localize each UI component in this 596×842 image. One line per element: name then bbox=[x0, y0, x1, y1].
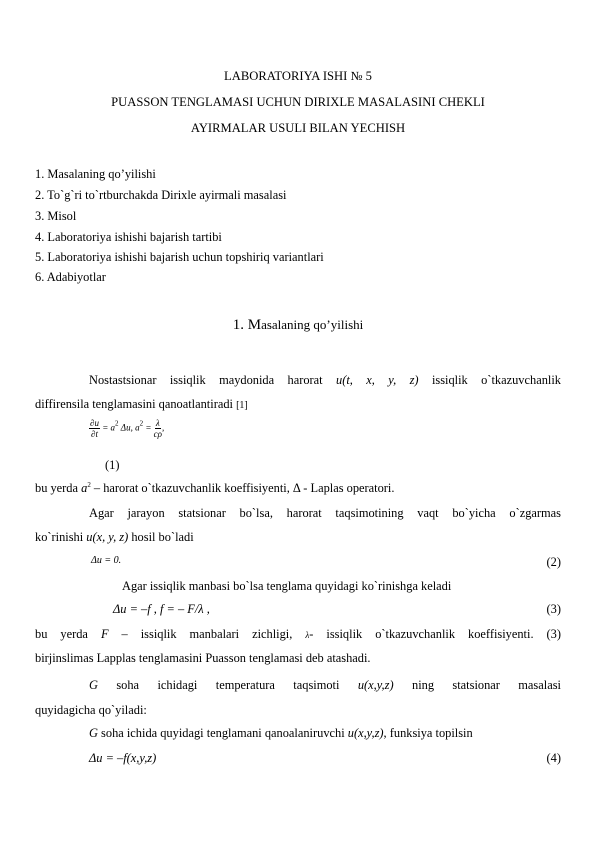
paragraph-line: Agar jarayon statsionar bo`lsa, harorat taqsimotining vaqt bo`yicha o`zgarmas bbox=[89, 506, 561, 520]
toc-item: 2. To`g`ri to`rtburchakda Dirixle ayirmali masalasi bbox=[35, 188, 287, 202]
section-title: asalaning qo’yilishi bbox=[261, 317, 364, 332]
toc-item: 3. Misol bbox=[35, 209, 77, 223]
equation-4: Δu = –f(x,y,z) bbox=[89, 751, 157, 765]
equation-number: (4) bbox=[546, 751, 561, 765]
eq-text: = a bbox=[102, 422, 116, 433]
paragraph-line bbox=[35, 397, 248, 412]
paragraph-line bbox=[89, 678, 561, 693]
text: issiqlik o`tkazuvchanlik bbox=[418, 373, 561, 387]
text-var: u(x,y,z) bbox=[347, 726, 384, 740]
equation-number: (3) bbox=[546, 602, 561, 616]
text: Nostastsionar issiqlik maydonida harorat bbox=[89, 373, 337, 387]
toc-item: 4. Laboratoriya ishishi bajarish tartibi bbox=[35, 230, 222, 244]
text: , funksiya topilsin bbox=[383, 726, 473, 740]
equation-number: (1) bbox=[105, 458, 120, 472]
paragraph-line: Agar issiqlik manbasi bo`lsa tenglama quyidagi ko`rinishga keladi bbox=[122, 579, 452, 593]
text: hosil bo`ladi bbox=[128, 530, 194, 544]
denominator: ∂t bbox=[91, 429, 98, 439]
text-var: F bbox=[100, 627, 109, 641]
numerator: ∂u bbox=[90, 418, 99, 428]
toc-item: 6. Adabiyotlar bbox=[35, 270, 106, 284]
paragraph-line bbox=[89, 373, 561, 388]
superscript: 2 bbox=[115, 419, 119, 428]
text: bu yerda bbox=[35, 481, 82, 495]
fraction bbox=[153, 418, 165, 439]
paragraph-line bbox=[89, 726, 473, 741]
eq-text: = bbox=[143, 422, 154, 433]
paragraph-line: quyidagicha qo`yiladi: bbox=[35, 703, 147, 717]
lab-subtitle-line1: PUASSON TENGLAMASI UCHUN DIRIXLE MASALASINI CHEKLI bbox=[111, 95, 485, 109]
text-var: u(t, x, y, z) bbox=[336, 373, 419, 387]
text: – issiqlik manbalari zichligi, bbox=[108, 627, 306, 641]
equation-2: Δu = 0. bbox=[91, 555, 122, 566]
text: ko`rinishi bbox=[35, 530, 87, 544]
text-var: u(x, y, z) bbox=[86, 530, 129, 544]
fraction bbox=[89, 418, 100, 439]
text-var: G bbox=[89, 726, 98, 740]
text: – harorat o`tkazuvchanlik koeffisiyenti, Δ - Laplas operatori. bbox=[90, 481, 395, 495]
paragraph-line bbox=[35, 481, 394, 496]
text-var: a bbox=[81, 481, 88, 495]
text: bu yerda bbox=[35, 627, 101, 641]
text-var: λ bbox=[305, 630, 310, 640]
toc-item: 5. Laboratoriya ishishi bajarish uchun topshiriq variantlari bbox=[35, 250, 324, 264]
equation-1 bbox=[89, 418, 164, 439]
text: ning statsionar masalasi bbox=[412, 678, 561, 692]
eq-text: , bbox=[161, 422, 165, 433]
equation-number: (2) bbox=[546, 555, 561, 569]
eq-text: Δu, a bbox=[118, 422, 140, 433]
denominator: cρ bbox=[153, 429, 162, 439]
reference: [1] bbox=[236, 400, 248, 411]
paragraph-line bbox=[35, 530, 194, 545]
lab-title: LABORATORIYA ISHI № 5 bbox=[224, 69, 372, 83]
text: soha ichida quyidagi tenglamani qanoalaniruvchi bbox=[97, 726, 348, 740]
text: soha ichidagi temperatura taqsimoti bbox=[116, 678, 340, 692]
text: - issiqlik o`tkazuvchanlik koeffisiyenti. (3) bbox=[309, 627, 561, 641]
paragraph-line: birjinslimas Lapplas tenglamasini Puasson tenglamasi deb atashadi. bbox=[35, 651, 371, 665]
text: diffirensila tenglamasini qanoatlantiradi bbox=[35, 397, 233, 411]
text-var: u(x,y,z) bbox=[357, 678, 394, 692]
section-heading bbox=[0, 317, 596, 334]
lab-subtitle-line2: AYIRMALAR USULI BILAN YECHISH bbox=[190, 121, 406, 135]
equation-3: Δu = –f , f = – F/λ , bbox=[113, 602, 210, 616]
numerator: λ bbox=[155, 418, 160, 428]
text-var: G bbox=[89, 678, 98, 692]
superscript: 2 bbox=[139, 419, 144, 428]
paragraph-line bbox=[35, 627, 561, 642]
section-number: 1. M bbox=[232, 317, 262, 333]
superscript: 2 bbox=[87, 481, 91, 489]
toc-item: 1. Masalaning qo’yilishi bbox=[35, 167, 156, 181]
